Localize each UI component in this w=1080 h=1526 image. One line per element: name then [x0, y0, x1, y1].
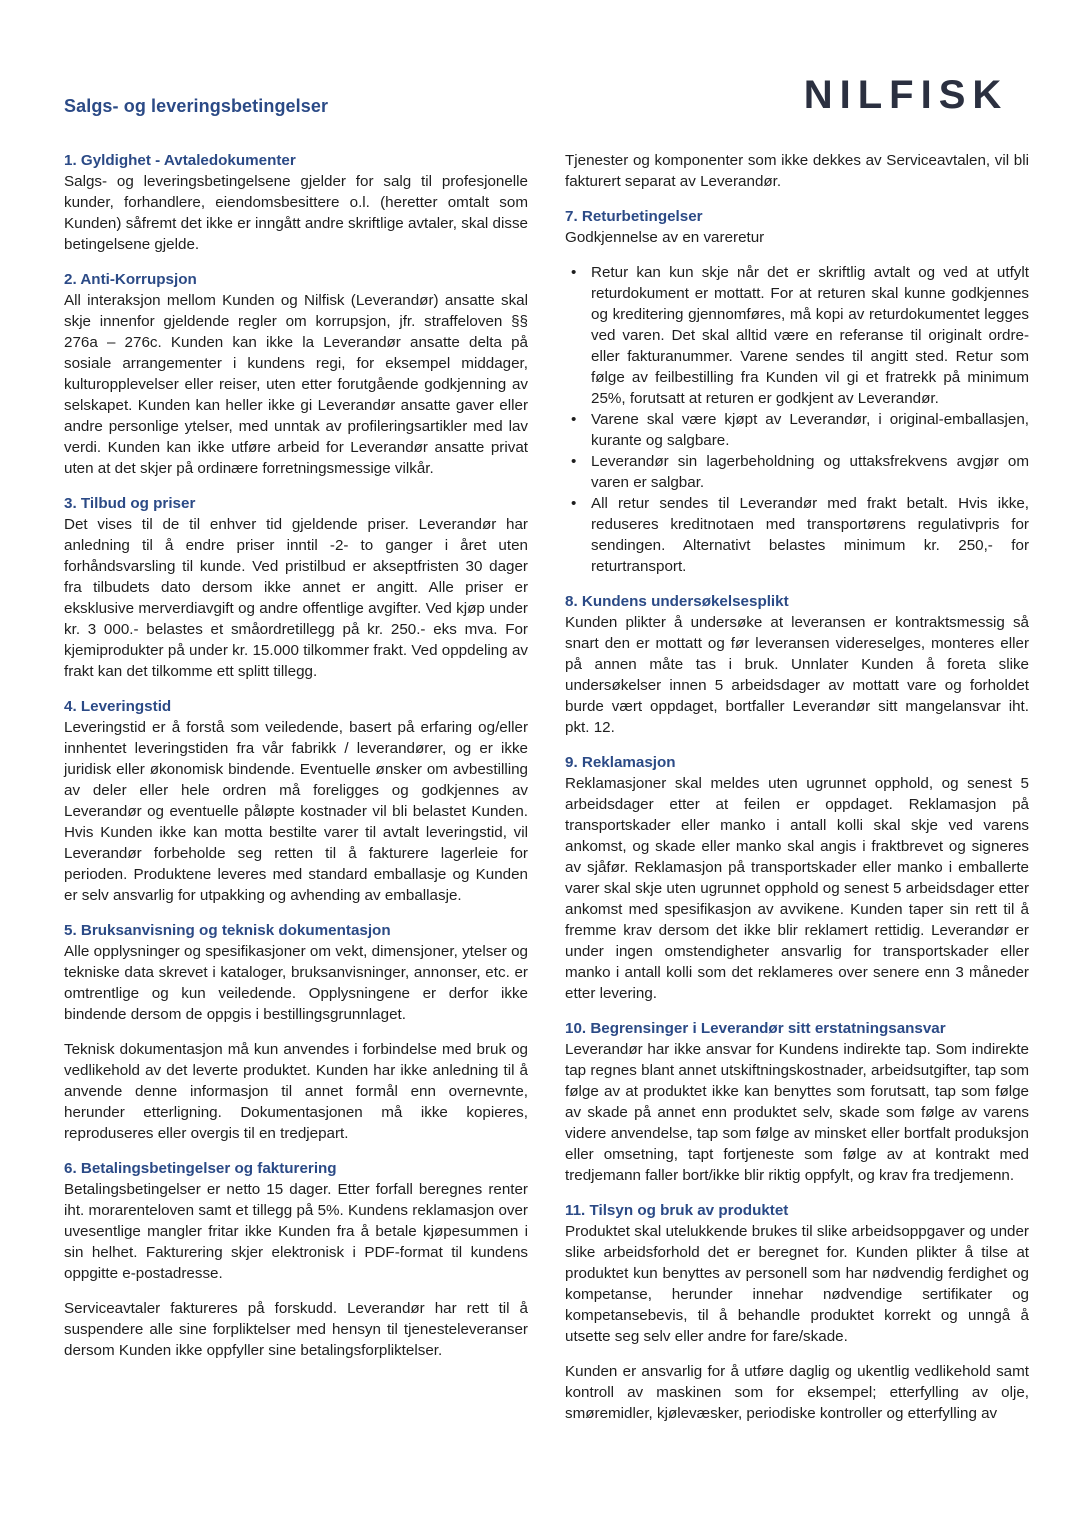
section-3 [64, 493, 528, 682]
section-text: All interaksjon mellom Kunden og Nilfisk (Leverandør) ansatte skal skje innenfor gjeldende regler om korrupsjon, jfr. straffeloven §§ 276a – 276c. Kunden kan ikke la Leverandør ansatte delta på sosiale arrangementer i kundens regi, for eksempel middager, kulturopplevelser eller reiser, uten etter forutgående godkjenning av selskapet. Kunden kan heller ikke gi Leverandør ansatte gaver eller andre personlige ytelser, med unntak av profileringsartikler med lav verdi. Kunden kan ikke utføre arbeid for Leverandør ansatte privat uten at det skjer på ordinære forretningsmessige vilkår. [64, 292, 528, 477]
section-heading: 4. Leveringstid [64, 698, 172, 715]
section-7 [565, 206, 1029, 577]
bullet-icon: • [571, 453, 577, 470]
section-text: Salgs- og leveringsbetingelsene gjelder for salg til profesjonelle kunder, forhandlere, eiendomsbesittere o.l. (heretter omtalt som Kunden) såfremt det ikke er inngått andre skriftlige avtaler, skal disse betingelsene gjelde. [64, 173, 528, 253]
section-text: Teknisk dokumentasjon må kun anvendes i forbindelse med bruk og vedlikehold av det leverte produktet. Kunden har ikke anledning til å anvende denne informasjon til annet formål enn overnevnte, herunder etterligning. Dokumentasjonen må ikke kopieres, reproduseres eller overgis til en tredjepart. [64, 1041, 528, 1142]
list-item: • Leverandør sin lagerbeholdning og uttaksfrekvens avgjør om varen er salgbar. [571, 453, 1029, 491]
section-8 [565, 591, 1029, 738]
section-text: Betalingsbetingelser er netto 15 dager. Etter forfall beregnes renter iht. morarenteloven samt et tillegg på 5%. Kundens reklamasjon over uvesentlige mangler fritar ikke Kunden fra å betale kjøpesummen i sin helhet. Fakturering skjer elektronisk i PDF-format til kundens oppgitte e-postadresse. [64, 1181, 528, 1282]
bullet-icon: • [571, 495, 577, 512]
list-item: • Retur kan kun skje når det er skriftlig avtalt og ved at utfylt returdokument er mottatt. For at returen skal kunne godkjennes og kreditering gjennomføres, må kopi av returdokumentet legges ved varen. Det skal alltid være en referanse til originalt ordre- eller fakturanummer. Varene sendes til angitt sted. Retur som følge av feilbestilling fra Kunden vil gi et fratrekk på minimum 25%, forutsatt at returen er godkjent av Leverandør. [571, 264, 1029, 407]
section-heading: 5. Bruksanvisning og teknisk dokumentasjon [64, 922, 391, 939]
section-4 [64, 696, 528, 906]
page-title: Salgs- og leveringsbetingelser [64, 96, 329, 116]
section-heading: 2. Anti-Korrupsjon [64, 271, 197, 288]
nilfisk-logo [784, 72, 1028, 116]
section-heading: 9. Reklamasjon [565, 754, 676, 771]
list-item: • All retur sendes til Leverandør med frakt betalt. Hvis ikke, reduseres kreditnotaen med transportørens regulativpris for sendingen. Alternativt belastes minimum kr. 250,- for returtransport. [571, 495, 1029, 575]
section-9 [565, 752, 1029, 1004]
logo-text: NILFISK [803, 73, 1009, 116]
section-10 [565, 1018, 1029, 1186]
section-6 [64, 1158, 528, 1361]
section-text: Leverandør har ikke ansvar for Kundens indirekte tap. Som indirekte tap regnes blant annet utskiftningskostnader, arbeidsutgifter, tap som følge av at produktet ikke kan benyttes som forutsatt, tap som følge av skade på annet enn produktet selv, skade som følge av varens videre anvendelse, tap som følge av minsket eller bortfalt produksjon eller omsetning, tapt fortjeneste som følge av at kontrakt med tredjemann faller bort/ikke blir riktig oppfylt, og krav fra tredjemenn. [565, 1041, 1029, 1184]
section-5 [64, 920, 528, 1144]
section-heading: 7. Returbetingelser [565, 208, 703, 225]
section-heading: 11. Tilsyn og bruk av produktet [565, 1202, 789, 1219]
section-6-continuation [565, 150, 1029, 192]
section-1 [64, 150, 528, 255]
section-heading: 6. Betalingsbetingelser og fakturering [64, 1160, 337, 1177]
section-intro: Godkjennelse av en vareretur [565, 229, 765, 246]
section-text: Leveringstid er å forstå som veiledende, basert på erfaring og/eller innhentet leveringstiden fra vår fabrikk / leverandører, og er ikke juridisk eller økonomisk bindende. Eventuelle ønsker om avbestilling av deler eller hele ordren må foreligges og godkjennes av Leverandør og eventuelle påløpte kostnader vil bli belastet Kunden. Hvis Kunden ikke kan motta bestilte varer til avtalt leveringstid, vil Leverandør forbeholde seg retten til å fakturere lagerleie for perioden. Produktene leveres med standard emballasje og Kunden er selv ansvarlig for utpakking og avhending av emballasje. [64, 719, 528, 904]
right-column [565, 150, 1029, 1438]
section-heading: 3. Tilbud og priser [64, 495, 196, 512]
bullet-icon: • [571, 411, 577, 428]
section-heading: 1. Gyldighet - Avtaledokumenter [64, 152, 296, 169]
section-text: Det vises til de til enhver tid gjeldende priser. Leverandør har anledning til å endre priser inntil -2- to ganger i året uten forhåndsvarsling til kunde. Ved pristilbud er akseptfristen 30 dager fra tilbudets dato dersom ikke annet er angitt. Alle priser er eksklusive merverdiavgift og andre offentlige avgifter. Ved kjøp under kr. 3 000.- belastes et småordretillegg på kr. 250.- eks mva. For kjemiprodukter på under kr. 15.000 tilkommer frakt. Ved oppdeling av frakt kan det tilkomme ett splitt tillegg. [64, 516, 528, 680]
section-heading: 8. Kundens undersøkelsesplikt [565, 593, 789, 610]
section-text: Serviceavtaler faktureres på forskudd. Leverandør har rett til å suspendere alle sine forpliktelser med hensyn til tjenesteleveranser dersom Kunden ikke oppfyller sine betalingsforpliktelser. [64, 1300, 528, 1359]
section-heading: 10. Begrensinger i Leverandør sitt erstatningsansvar [565, 1020, 946, 1037]
section-text: Reklamasjoner skal meldes uten ugrunnet opphold, og senest 5 arbeidsdager etter at feilen er oppdaget. Reklamasjon på transportskader eller manko i antall kolli skal skje ved varens ankomst, og skade eller manko skal angis i fraktbrevet og signeres av sjåfør. Reklamasjon på transportskader eller manko i emballerte varer skal skje uten ugrunnet opphold og senest 5 arbeidsdager etter ankomst med spesifikasjon av avvikene. Kunden taper sin rett til å fremme krav dersom det ikke blir reklamert rettidig. Leverandør er under ingen omstendigheter ansvarlig for transportskader eller manko i antall kolli som det reklameres over senere enn 3 måneder etter levering. [565, 775, 1029, 1002]
bullet-icon: • [571, 264, 577, 281]
section-11 [565, 1200, 1029, 1424]
section-text: Kunden plikter å undersøke at leveransen er kontraktsmessig så snart den er mottatt og før leveransen videreselges, monteres eller på annen måte tas i bruk. Unnlater Kunden å foreta slike undersøkelser innen 5 arbeidsdager av mottatt vare og forholdet burde vært oppdaget, bortfaller Leverandør sitt mangelansvar iht. pkt. 12. [565, 614, 1029, 736]
section-text: Alle opplysninger og spesifikasjoner om vekt, dimensjoner, ytelser og tekniske data skrevet i kataloger, bruksanvisninger, annonser, etc. er omtrentlige og kun veiledende. Opplysningene er derfor ikke bindende dersom de oppgis i bestillingsgrunnlaget. [64, 943, 528, 1023]
left-column [64, 150, 528, 1375]
return-conditions-list [565, 262, 1029, 577]
section-2 [64, 269, 528, 479]
list-item: • Varene skal være kjøpt av Leverandør, i original-emballasjen, kurante og salgbare. [571, 411, 1029, 449]
section-text: Produktet skal utelukkende brukes til slike arbeidsoppgaver og under slike arbeidsforhold det er beregnet for. Kunden plikter å tilse at produktet kun benyttes av personell som har nødvendig ferdighet og kompetanse, herunder innehar nødvendige sertifikater og kompetansebevis, til å behandle produktet korrekt og unngå å utsette seg selv eller andre for fare/skade. [565, 1223, 1029, 1345]
section-text: Tjenester og komponenter som ikke dekkes av Serviceavtalen, vil bli fakturert separat av Leverandør. [565, 152, 1029, 190]
section-text: Kunden er ansvarlig for å utføre daglig og ukentlig vedlikehold samt kontroll av maskinen som for eksempel; etterfylling av olje, smøremidler, kjølevæsker, periodiske kontroller og etterfylling av [565, 1363, 1029, 1422]
